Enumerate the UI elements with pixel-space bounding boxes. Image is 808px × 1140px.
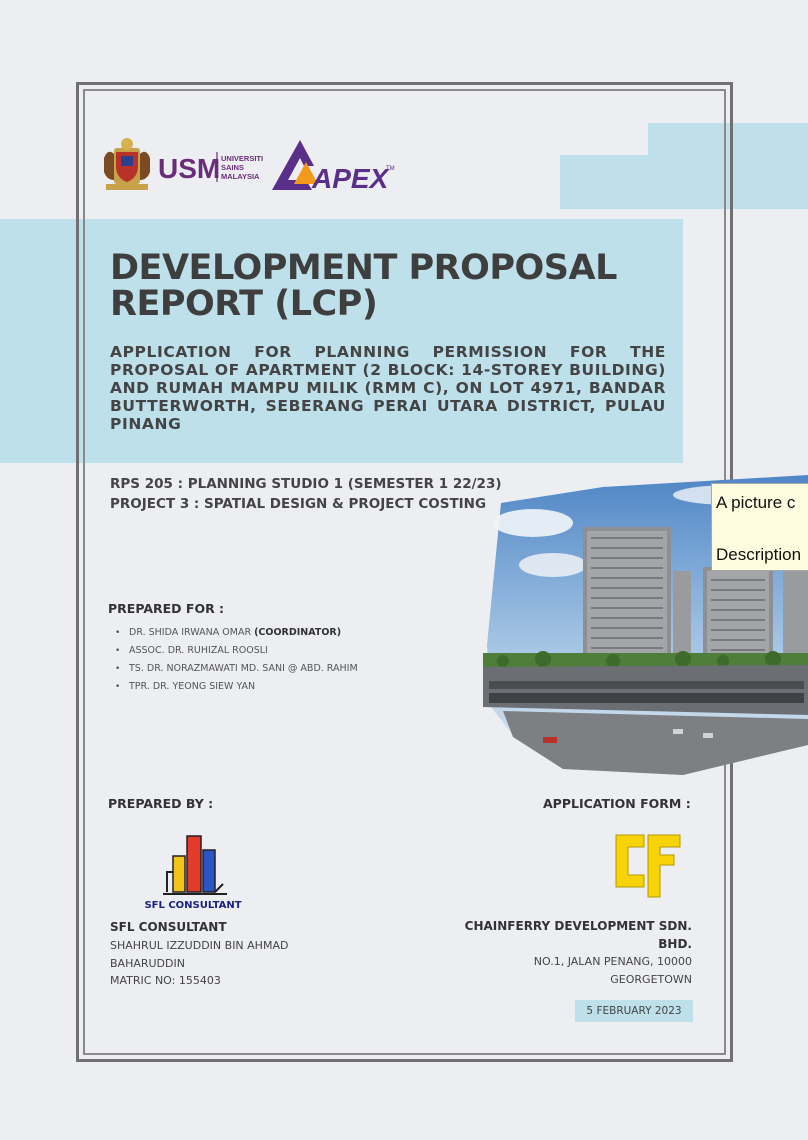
report-title [110, 250, 670, 322]
company-address: NO.1, JALAN PENANG, 10000 GEORGETOWN [533, 955, 692, 986]
tooltip-line-2: Description [716, 545, 802, 564]
chainferry-logo [612, 825, 684, 900]
date-badge: 5 FEBRUARY 2023 [575, 1000, 693, 1022]
company-name-cont: BHD. [658, 937, 692, 951]
prepared-for-list [113, 624, 358, 696]
title-line-2: REPORT (LCP) [110, 284, 378, 324]
svg-text:USM: USM [158, 153, 221, 184]
svg-text:SAINS: SAINS [221, 163, 244, 172]
report-subtitle: APPLICATION FOR PLANNING PERMISSION FOR THE PROPOSAL OF APARTMENT (2 BLOCK: 14-STOREY BUILDING) AND RUMAH MAMPU MILIK (RMM C), ON LOT 4971, BANDAR BUTTERWORTH, SEBERANG PERAI UTARA DISTRICT, PULAU PINANG [110, 343, 666, 433]
list-item: • DR. SHIDA IRWANA OMAR (COORDINATOR) [113, 624, 358, 642]
consultant-details: SHAHRUL IZZUDDIN BIN AHMAD BAHARUDDIN MATRIC NO: 155403 [110, 939, 289, 987]
application-form-heading: APPLICATION FORM : [543, 796, 691, 811]
svg-text:SFL CONSULTANT: SFL CONSULTANT [144, 900, 242, 911]
list-item: • TPR. DR. YEONG SIEW YAN [113, 678, 358, 696]
list-item: • ASSOC. DR. RUHIZAL ROOSLI [113, 642, 358, 660]
usm-logo [158, 152, 263, 184]
svg-text:UNIVERSITI: UNIVERSITI [221, 154, 264, 163]
project-line: PROJECT 3 : SPATIAL DESIGN & PROJECT COSTING [110, 496, 487, 512]
svg-text:TM: TM [386, 166, 395, 172]
prepared-for-heading: PREPARED FOR : [108, 601, 225, 616]
sfl-consultant-logo [133, 828, 253, 913]
usm-crest-icon [104, 138, 150, 190]
apex-logo [272, 140, 395, 194]
tooltip-line-1: A picture c [716, 493, 796, 512]
svg-text:APEX: APEX [312, 163, 389, 194]
list-item: • TS. DR. NORAZMAWATI MD. SANI @ ABD. RAHIM [113, 660, 358, 678]
title-line-1: DEVELOPMENT PROPOSAL [110, 248, 617, 288]
image-alt-text-tooltip [711, 483, 808, 571]
institution-logos [100, 130, 420, 200]
consultant-name: SFL CONSULTANT [110, 920, 227, 934]
course-info [110, 474, 502, 514]
company-name: CHAINFERRY DEVELOPMENT SDN. [464, 919, 692, 933]
prepared-by-heading: PREPARED BY : [108, 796, 214, 811]
course-code-line: RPS 205 : PLANNING STUDIO 1 (SEMESTER 1 22/23) [110, 476, 502, 492]
svg-text:MALAYSIA: MALAYSIA [221, 172, 260, 181]
